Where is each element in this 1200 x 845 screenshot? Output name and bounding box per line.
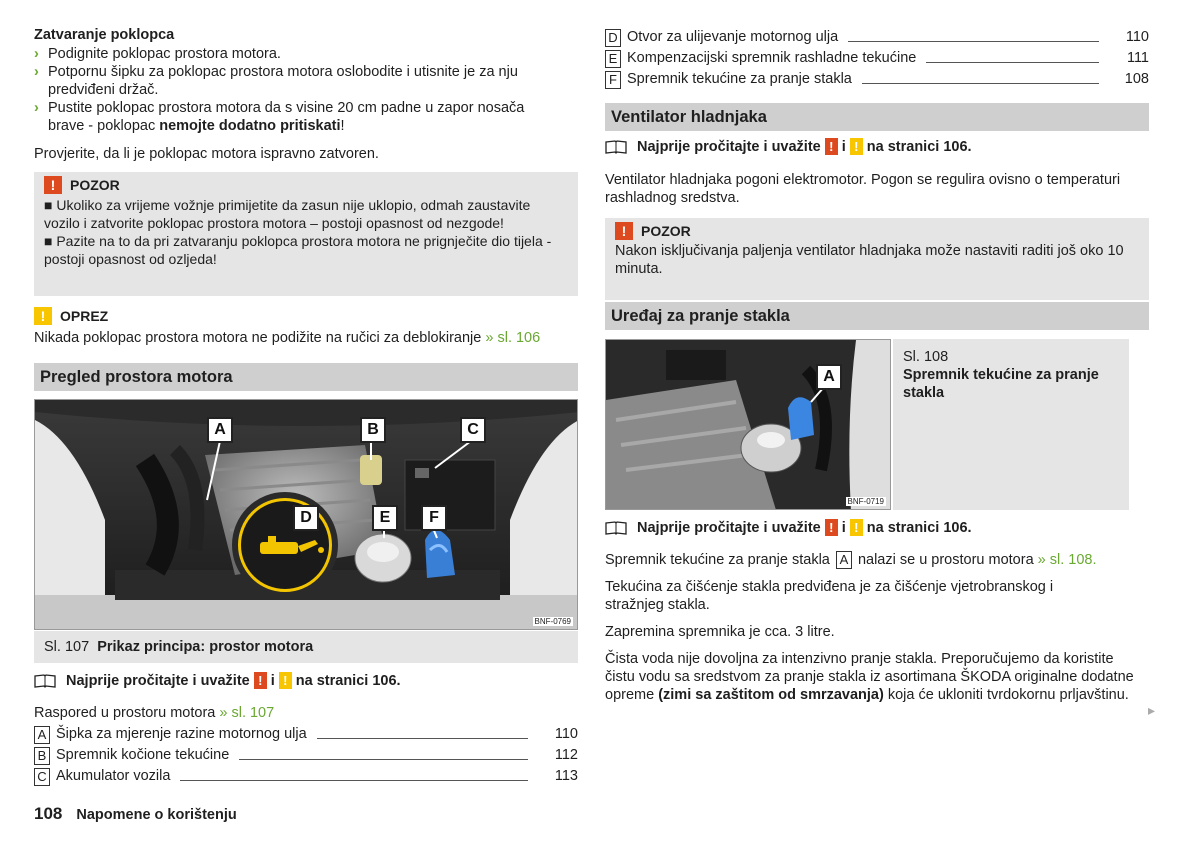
section-washer: Uređaj za pranje stakla [605,302,1149,330]
callout-a: A [816,364,842,390]
callout-d: D [293,505,319,531]
callout-e: E [372,505,398,531]
warning-red-icon: ! [825,138,838,155]
toc-row: D Otvor za ulijevanje motornog ulja 110 [605,26,1149,47]
continue-arrow-icon: ▸ [1148,702,1156,718]
toc-letter: B [34,747,50,765]
closing-step: › Pustite poklopac prostora motora da s visine 20 cm padne u zapor nosača brave - poklopac nemojte dodatno pritiskati! [34,100,525,134]
layout-label: Raspored u prostoru motora » sl. 107 [34,705,275,721]
toc-row: C Akumulator vozila 113 [34,765,578,786]
washer-figure [605,339,891,510]
warning-yellow-icon: ! [850,519,863,536]
toc-row: F Spremnik tekućine za pranje stakla 108 [605,68,1149,89]
bullet-chevron-icon: › [34,64,39,80]
toc-list-left [34,723,578,786]
fig-107-link[interactable]: » sl. 107 [219,705,275,721]
pozor-header: ! POZOR [615,222,1139,240]
pozor-box [34,172,578,296]
toc-letter: C [34,768,50,786]
closing-step: › Podignite poklopac prostora motora. [34,46,281,62]
washer-location-text: Spremnik tekućine za pranje stakla A nalazi se u prostoru motora » sl. 108. [605,552,1097,568]
read-first-notice: Najprije pročitajte i uvažite ! i ! na stranici 106. [605,519,972,536]
callout-a: A [207,417,233,443]
leader-line [180,780,528,781]
leader-line [926,62,1099,63]
page-footer [34,804,237,824]
book-icon [34,674,56,688]
figure-108-caption: Sl. 108 Spremnik tekućine za pranje stakla [893,339,1129,510]
bullet-chevron-icon: › [34,100,39,116]
section-engine-overview: Pregled prostora motora [34,363,578,391]
figure-code: BNF-0769 [534,617,571,626]
toc-letter: D [605,29,621,47]
washer-illustration [606,340,891,510]
fan-pozor-box [605,218,1149,300]
inline-letter: A [836,551,852,569]
fig-108-link[interactable]: » sl. 108. [1037,552,1097,568]
warning-yellow-icon: ! [850,138,863,155]
toc-row: B Spremnik kočione tekućine 112 [34,744,578,765]
figure-code: BNF-0719 [847,497,884,506]
read-first-notice: Najprije pročitajte i uvažite ! i ! na stranici 106. [605,138,972,155]
fan-pozor-text: Nakon isključivanja paljenja ventilator hladnjaka može nastaviti raditi još oko 10 minuta. [615,243,1124,277]
book-icon [605,140,627,154]
toc-letter: E [605,50,621,68]
washer-purpose-text: Tekućina za čišćenje stakla predviđena je za čišćenje vjetrobranskog i stražnjeg stakla. [605,579,1054,613]
callout-b: B [360,417,386,443]
section-cooling-fan: Ventilator hladnjaka [605,103,1149,131]
pozor-item: ■ Ukoliko za vrijeme vožnje primijetite da zasun nije uklopio, odmah zaustavite vozilo i zatvorite poklopac prostora motora – postoji opasnost od nezgode! [44,197,531,231]
oprez-text: Nikada poklopac prostora motora ne podižite na ručici za deblokiranje » sl. 106 [34,330,541,346]
washer-recommendation-text: Čista voda nije dovoljna za intenzivno pranje stakla. Preporučujemo da koristite čistu vodu sa sredstvom za pranje stakla iz asortimana ŠKODA originalne dodatne opreme (zimi sa zaštitom od smrzavanja) koja će ukloniti tvrdokornu prljavštinu. [605,651,1134,703]
pozor-header: ! POZOR [44,176,568,194]
toc-letter: F [605,71,621,89]
read-first-notice: Najprije pročitajte i uvažite ! i ! na stranici 106. [34,672,401,689]
leader-line [848,41,1099,42]
warning-yellow-icon: ! [279,672,292,689]
leader-line [862,83,1099,84]
fig-106-link[interactable]: » sl. 106 [485,330,541,346]
leader-line [317,738,528,739]
warning-red-icon: ! [44,176,62,194]
bullet-chevron-icon: › [34,46,39,62]
warning-yellow-icon: ! [34,307,52,325]
page-number: 108 [34,804,63,823]
toc-list-right [605,26,1149,89]
closing-step: › Potpornu šipku za poklopac prostora motora oslobodite i utisnite je za nju predviđeni držač. [34,64,518,98]
warning-red-icon: ! [825,519,838,536]
pozor-item: ■ Pazite na to da pri zatvaranju poklopca prostora motora ne prignječite dio tijela - postoji opasnost od ozljeda! [44,233,552,267]
warning-red-icon: ! [254,672,267,689]
footer-section: Napomene o korištenju [76,807,237,823]
toc-row: A Šipka za mjerenje razine motornog ulja 110 [34,723,578,744]
fan-text: Ventilator hladnjaka pogoni elektromotor. Pogon se regulira ovisno o temperaturi rashladnog sredstva. [605,172,1121,206]
figure-107-caption: Sl. 107 Prikaz principa: prostor motora [34,631,578,663]
leader-line [239,759,528,760]
engine-bay-figure [34,399,578,630]
book-icon [605,521,627,535]
washer-capacity-text: Zapremina spremnika je cca. 3 litre. [605,624,835,640]
toc-row: E Kompenzacijski spremnik rashladne tekućine 111 [605,47,1149,68]
closing-heading: Zatvaranje poklopca [34,27,175,43]
closing-steps [34,45,564,135]
toc-letter: A [34,726,50,744]
callout-f: F [421,505,447,531]
warning-red-icon: ! [615,222,633,240]
oprez-header: ! OPREZ [34,307,108,325]
callout-c: C [460,417,486,443]
check-text: Provjerite, da li je poklopac motora ispravno zatvoren. [34,146,379,162]
